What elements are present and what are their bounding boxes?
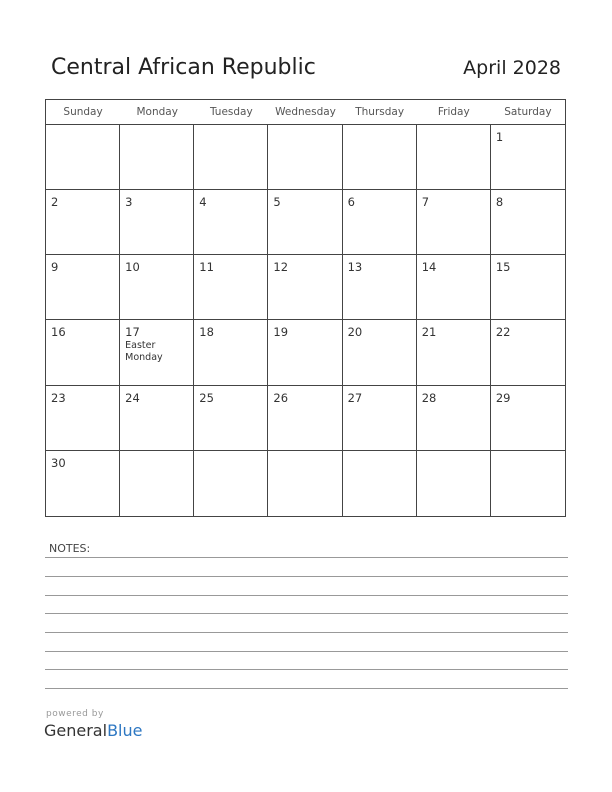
weekday-label-friday: Friday [437, 106, 470, 118]
weeks-grid [46, 125, 565, 516]
day-cell [417, 255, 491, 320]
day-number: 18 [199, 325, 214, 340]
day-number: 2 [51, 195, 59, 210]
month-label: April 2028 [463, 57, 561, 79]
day-number: 20 [347, 325, 363, 340]
day-cell [194, 320, 268, 385]
day-cell [194, 190, 268, 255]
day-number: 10 [125, 260, 140, 275]
day-cell [120, 451, 194, 516]
day-cell [491, 190, 565, 255]
day-cell [417, 386, 491, 451]
day-cell [417, 190, 491, 255]
day-number: 29 [495, 390, 511, 405]
weekday-label-saturday: Saturday [504, 106, 552, 118]
day-number: 25 [199, 390, 214, 405]
calendar-grid [45, 99, 566, 517]
day-number: 30 [51, 455, 66, 470]
page-title: Central African Republic [51, 55, 316, 80]
day-cell [268, 451, 342, 516]
day-cell [46, 125, 120, 190]
day-number: 12 [273, 260, 289, 275]
day-cell [343, 451, 417, 516]
day-number: 21 [421, 325, 437, 340]
day-cell [417, 451, 491, 516]
day-cell [491, 386, 565, 451]
day-cell [46, 386, 120, 451]
notes-line [45, 688, 568, 689]
day-number: 16 [51, 325, 66, 340]
weekday-label-sunday: Sunday [63, 106, 103, 118]
holiday-label: Easter Monday [125, 340, 163, 364]
day-number: 8 [495, 195, 504, 210]
day-number: 27 [347, 390, 363, 405]
day-number: 14 [421, 260, 437, 275]
day-cell [491, 451, 565, 516]
day-cell [194, 255, 268, 320]
day-number: 7 [421, 195, 430, 210]
day-number: 28 [421, 390, 437, 405]
day-cell [194, 386, 268, 451]
weekday-label-monday: Monday [136, 106, 178, 118]
day-cell [343, 320, 417, 385]
notes-line [45, 632, 568, 633]
day-cell [46, 451, 120, 516]
powered-by-text: powered by [46, 709, 104, 719]
day-number: 22 [495, 325, 511, 340]
day-cell [120, 190, 194, 255]
day-cell [46, 320, 120, 385]
day-number: 23 [51, 390, 66, 405]
day-number: 13 [347, 260, 363, 275]
day-number: 1 [495, 130, 504, 144]
day-cell [417, 125, 491, 190]
day-number: 15 [495, 260, 511, 275]
day-number: 19 [273, 325, 289, 340]
day-cell [268, 190, 342, 255]
day-cell [491, 320, 565, 385]
day-number: 4 [199, 195, 207, 210]
day-cell [417, 320, 491, 385]
day-number: 9 [51, 260, 59, 275]
day-cell [46, 255, 120, 320]
notes-label: NOTES: [49, 542, 91, 555]
notes-line [45, 669, 568, 670]
day-cell [46, 190, 120, 255]
day-number: 26 [273, 390, 289, 405]
notes-line [45, 651, 568, 652]
day-cell [343, 255, 417, 320]
day-cell [120, 125, 194, 190]
day-cell [120, 255, 194, 320]
day-number: 11 [199, 260, 214, 275]
brand-logo [44, 721, 142, 740]
notes-line [45, 557, 568, 558]
notes-line [45, 576, 568, 577]
day-cell [194, 125, 268, 190]
day-number: 3 [125, 195, 133, 210]
notes-line [45, 595, 568, 596]
day-cell [491, 255, 565, 320]
weekday-label-tuesday: Tuesday [209, 106, 253, 118]
weekday-label-thursday: Thursday [355, 106, 405, 118]
day-cell [343, 190, 417, 255]
brand-logo-general: General [44, 721, 108, 740]
day-cell [343, 125, 417, 190]
day-cell [194, 451, 268, 516]
weekday-header-row [46, 100, 565, 125]
day-cell [491, 125, 565, 190]
notes-line [45, 613, 568, 614]
day-cell [268, 255, 342, 320]
day-cell [343, 386, 417, 451]
day-number: 6 [347, 195, 355, 210]
day-cell [268, 320, 342, 385]
day-number: 24 [125, 390, 140, 405]
weekday-label-wednesday: Wednesday [275, 106, 336, 118]
day-cell [268, 125, 342, 190]
day-cell [120, 386, 194, 451]
day-cell [268, 386, 342, 451]
day-cell [120, 320, 194, 385]
day-number: 17 [125, 325, 140, 340]
day-number: 5 [273, 195, 281, 210]
brand-logo-blue: Blue [107, 721, 143, 740]
